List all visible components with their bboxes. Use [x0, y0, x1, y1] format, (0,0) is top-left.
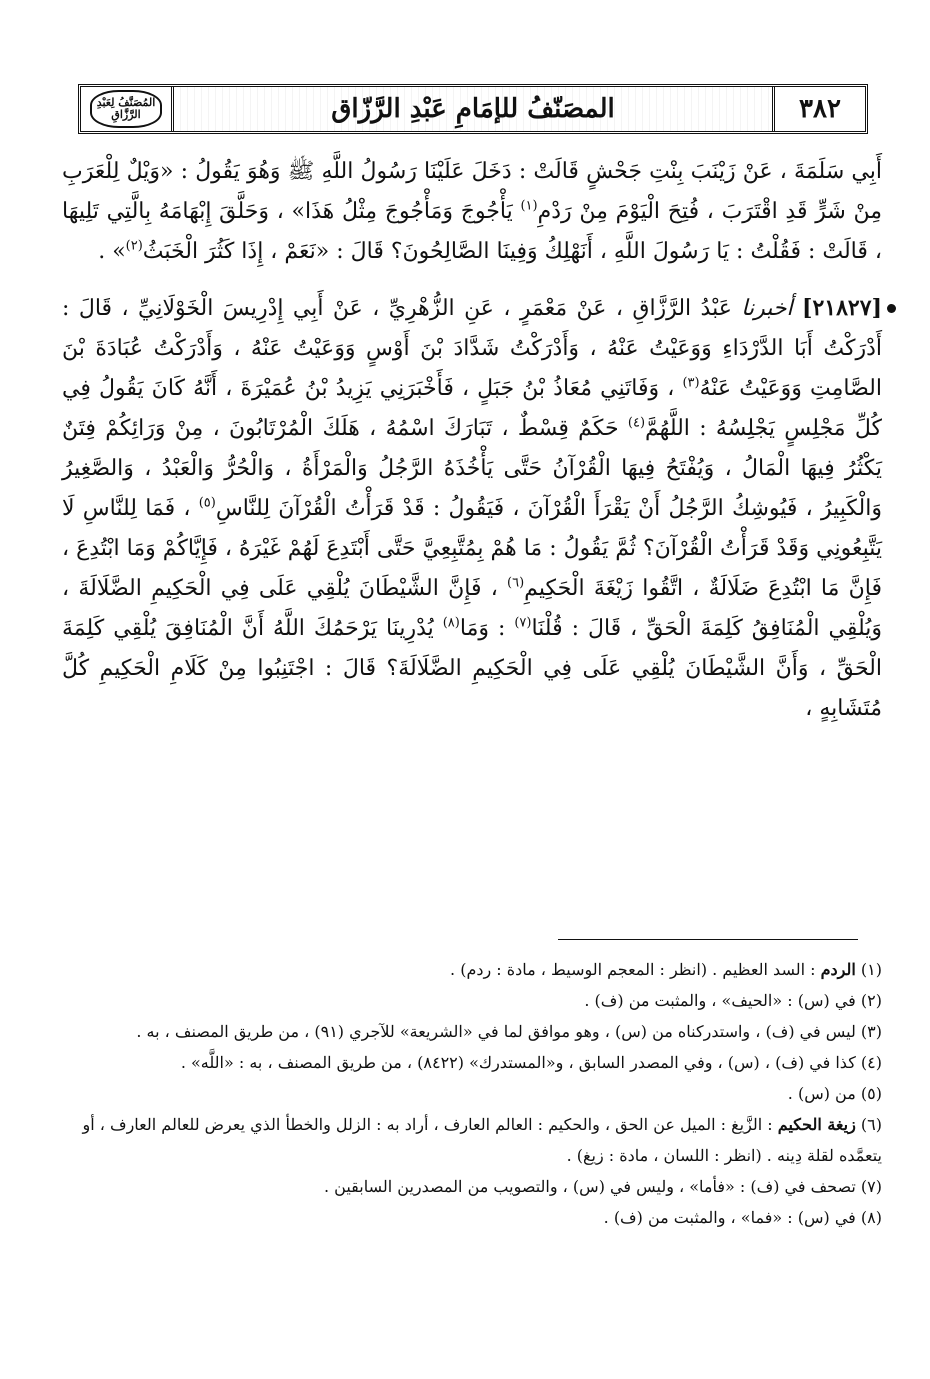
fn2-text: في (س) : «الحيف» ، والمثبت من (ف) .	[584, 991, 856, 1010]
paragraph-hadith-21827	[62, 288, 882, 729]
footnote-ref-8: (٨)	[442, 615, 460, 631]
fn7-num: (٧)	[860, 1177, 882, 1196]
fn7-text: تصحف في (ف) : «فأما» ، وليس في (س) ، والتصويب من المصدرين السابقين .	[324, 1177, 856, 1196]
footnote-divider	[558, 939, 858, 940]
footnote-6	[62, 1109, 882, 1171]
footnote-ref-2: (٢)	[125, 238, 143, 254]
fn8-text: في (س) : «فما» ، والمثبت من (ف) .	[603, 1208, 856, 1227]
fn3-num: (٣)	[860, 1022, 882, 1041]
p2-part1: عَبْدُ الرَّزَّاقِ ، عَنْ مَعْمَرٍ ، عَنِ الزُّهْرِيِّ ، عَنْ أَبِي إِدْرِيسَ الْخَوْلَانِيِّ ، قَالَ : أَدْرَكْتُ أَبَا الدَّرْدَاءِ وَوَعَيْتُ عَنْهُ ، وَأَدْرَكْتُ شَدَّادَ بْنَ أَوْسٍ وَوَعَيْتُ عَنْهُ ، وَأَدْرَكْتُ عُبَادَةَ بْنَ الصَّامِتِ وَوَعَيْتُ عَنْهُ	[62, 296, 882, 401]
book-title: المصَنّفُ للإمَامِ عَبْدِ الرَّزّاق	[174, 87, 772, 131]
footnote-2	[62, 985, 882, 1016]
fn1-num: (١)	[860, 960, 882, 979]
fn6-text: : الزَّيغ : الميل عن الحق ، والحكيم : العالم العارف ، أراد به : الزلل والخطأ الذي يعرض للعالم العارف ، أو يتعمَّده لقلة دِينه . (انظر : اللسان ، مادة : زيغ) .	[82, 1115, 882, 1165]
footnote-ref-3: (٣)	[682, 375, 700, 391]
footnote-5	[62, 1078, 882, 1109]
page-header	[78, 84, 868, 134]
fn2-num: (٢)	[860, 991, 882, 1010]
footnotes	[62, 954, 882, 1233]
p1-part3: » .	[98, 239, 126, 264]
footnote-ref-6: (٦)	[507, 575, 525, 591]
p2-part2: ، وَفَاتَنِي مُعَاذُ بْنُ جَبَلٍ ، فَأَخْبَرَنِي يَزِيدُ بْنُ عُمَيْرَةَ ، أَنَّهُ كَانَ يَقُولُ فِي كُلِّ مَجْلِسٍ يَجْلِسُهُ : اللَّهُمَّ	[62, 376, 883, 441]
p2-part4: ، فَمَا لِلنَّاسِ لَا يَتَّبِعُونِي وَقَدْ قَرَأْتُ الْقُرْآنَ؟ ثُمَّ يَقُولُ : مَا هُمْ بِمُتَّبِعِيَّ حَتَّى أَبْتَدِعَ لَهُمْ غَيْرَهُ ، فَإِيَّاكُمْ وَمَا ابْتُدِعَ ، فَإِنَّ مَا ابْتُدِعَ ضَلَالَةٌ ، اتَّقُوا زَيْغَةَ الْحَكِيمِ	[62, 496, 882, 601]
p2-part5: ، فَإِنَّ الشَّيْطَانَ يُلْقِي عَلَى فِي الْحَكِيمِ الضَّلَالَةَ ، وَيُلْقِي الْمُنَافِقُ كَلِمَةَ الْحَقِّ ، قَالَ : قُلْنَا	[62, 576, 882, 641]
fn1-text: : السد العظيم . (انظر : المعجم الوسيط ، مادة : ردم) .	[450, 960, 816, 979]
p1-part1: أَبِي سَلَمَةَ ، عَنْ زَيْنَبَ بِنْتِ جَحْشٍ قَالَتْ : دَخَلَ عَلَيْنَا رَسُولُ اللَّهِ ﷺ وَهُوَ يَقُولُ : «وَيْلٌ لِلْعَرَبِ مِنْ شَرٍّ قَدِ اقْتَرَبَ ، فُتِحَ الْيَوْمَ مِنْ رَدْمِ	[62, 159, 883, 224]
fn3-text: ليس في (ف) ، واستدركناه من (س) ، وهو موافق لما في «الشريعة» للآجري (٩١) ، من طريق المصنف ، به .	[136, 1022, 856, 1041]
footnote-ref-5: (٥)	[198, 495, 216, 511]
fn1-term: الردم	[820, 960, 856, 979]
bullet-marker	[887, 304, 896, 313]
fn8-num: (٨)	[860, 1208, 882, 1227]
footnote-3	[62, 1016, 882, 1047]
akhbarana-label: أخبرنا	[741, 296, 793, 321]
p2-part3: حَكَمٌ قِسْطٌ ، تَبَارَكَ اسْمُهُ ، هَلَكَ الْمُرْتَابُونَ ، مِنْ وَرَائِكُمْ فِتَنٌ يَكْثُرُ فِيهَا الْمَالُ ، وَيُفْتَحُ فِيهَا الْقُرْآنُ حَتَّى يَأْخُذَهُ الرَّجُلُ وَالْمَرْأَةُ ، وَالْحُرُّ وَالْعَبْدُ ، وَالصَّغِيرُ وَالْكَبِيرُ ، فَيُوشِكُ الرَّجُلُ أَنْ يَقْرَأَ الْقُرْآنَ ، فَيَقُولُ : قَدْ قَرَأْتُ الْقُرْآنَ لِلنَّاسِ	[62, 416, 883, 521]
fn6-term: زيغة الحكيم	[777, 1115, 856, 1134]
hadith-number: [٢١٨٢٧]	[802, 295, 882, 321]
p2-part7: يُدْرِينَا يَرْحَمُكَ اللَّهُ أَنَّ الْمُنَافِقَ يُلْقِي كَلِمَةَ الْحَقِّ ، وَأَنَّ الشَّيْطَانَ يُلْقِي عَلَى فِي الْحَكِيمِ الضَّلَالَةَ؟ قَالَ : اجْتَنِبُوا مِنْ كَلَامِ الْحَكِيمِ كُلَّ مُتَشَابِهٍ ،	[62, 616, 882, 721]
paragraph-hadith-1	[62, 152, 882, 272]
fn5-num: (٥)	[860, 1084, 882, 1103]
fn5-text: من (س) .	[787, 1084, 856, 1103]
p2-part6: : وَمَا	[459, 616, 506, 641]
footnote-ref-4: (٤)	[627, 415, 646, 431]
footnote-7	[62, 1171, 882, 1202]
footnote-4	[62, 1047, 882, 1078]
footnote-1	[62, 954, 882, 985]
fn6-num: (٦)	[860, 1115, 882, 1134]
footnote-8	[62, 1202, 882, 1233]
fn4-num: (٤)	[860, 1053, 882, 1072]
footnote-ref-7: (٧)	[514, 615, 532, 631]
footnote-ref-1: (١)	[520, 198, 538, 214]
emblem-seal: المُصَنَّفُ لِعَبْدِ الرَّزَّاقِ	[90, 90, 162, 128]
emblem	[81, 87, 174, 131]
page-number: ٣٨٢	[772, 87, 865, 131]
fn4-text: كذا في (ف) ، (س) ، وفي المصدر السابق ، و«المستدرك» (٨٤٢٢) ، من طريق المصنف ، به : «اللَّه» .	[180, 1053, 856, 1072]
p1-part2: يَأْجُوجَ وَمَأْجُوجَ مِثْلُ هَذَا» ، وَحَلَّقَ إِبْهَامَهُ بِالَّتِي تَلِيهَا ، قَالَتْ : فَقُلْتُ : يَا رَسُولَ اللَّهِ ، أَنَهْلِكُ وَفِينَا الصَّالِحُونَ؟ قَالَ : «نَعَمْ ، إِذَا كَثُرَ الْخَبَثُ	[62, 199, 882, 264]
main-text	[62, 152, 882, 729]
